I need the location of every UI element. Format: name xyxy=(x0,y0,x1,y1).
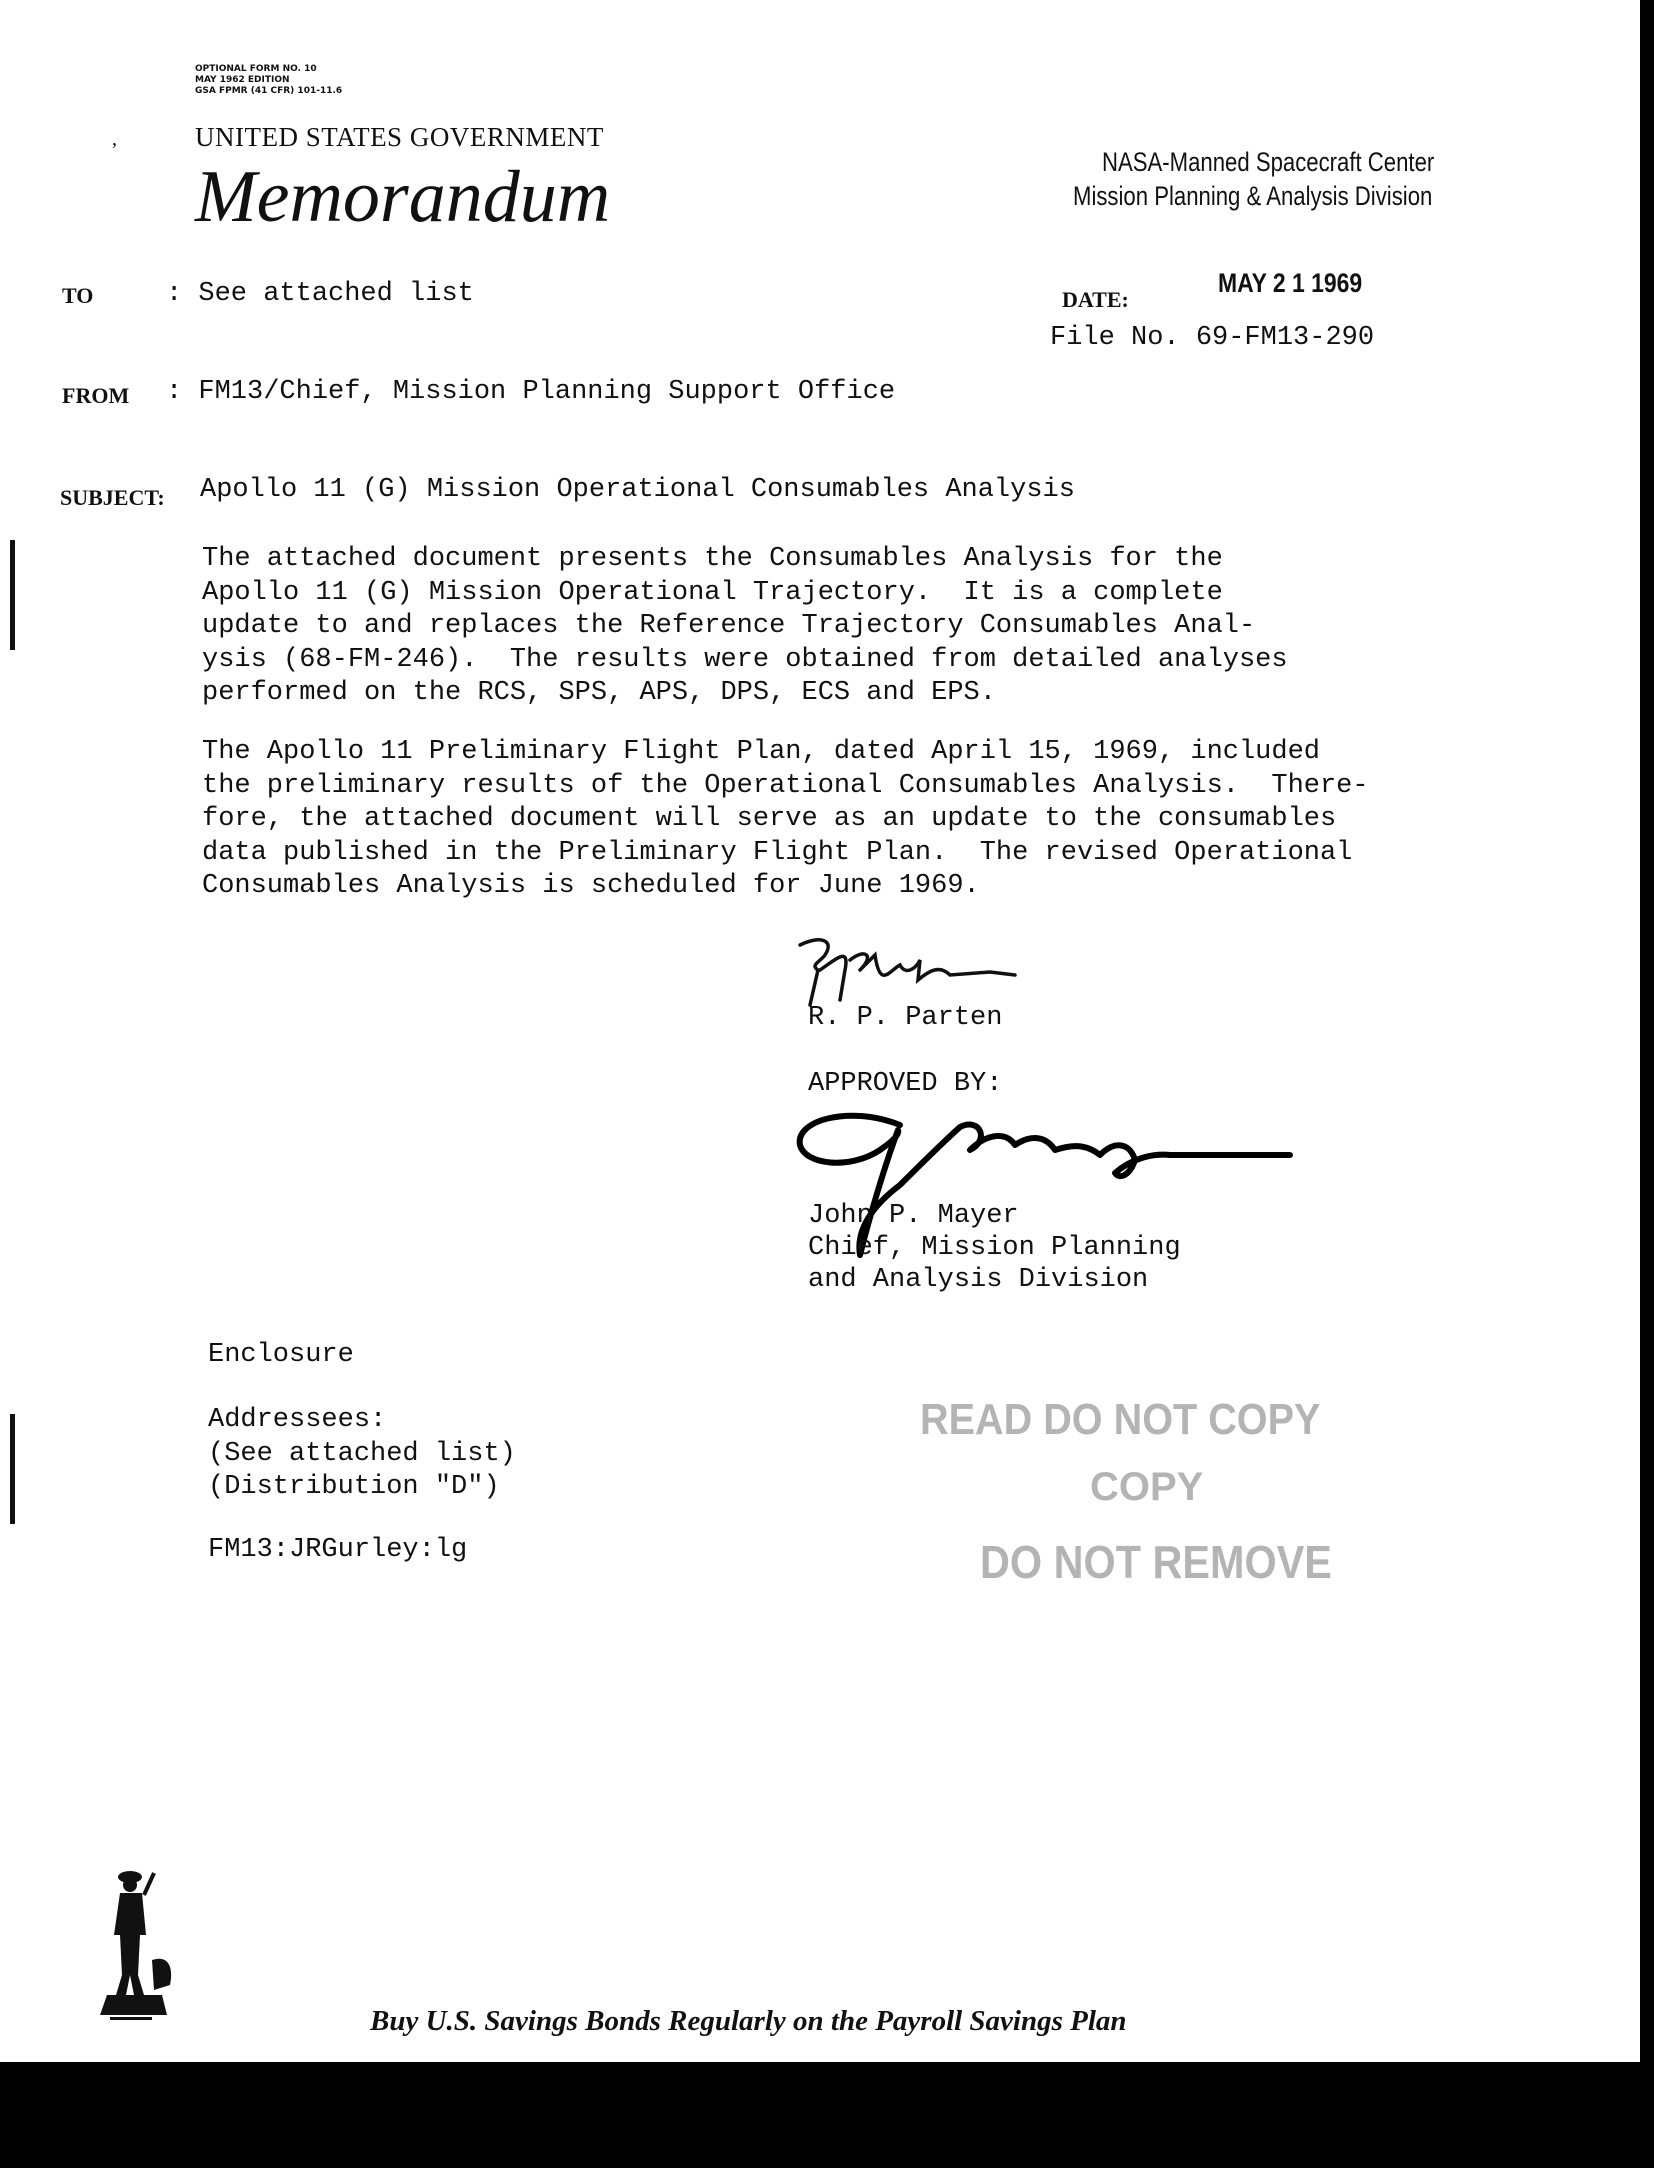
addressees-note: Addressees: (See attached list) (Distribution "D") xyxy=(208,1405,516,1502)
to-value: : See attached list xyxy=(166,279,474,309)
form-line: GSA FPMR (41 CFR) 101-11.6 xyxy=(195,86,343,96)
from-value: : FM13/Chief, Mission Planning Support Office xyxy=(166,377,896,407)
stamp-line: READ DO NOT COPY xyxy=(920,1395,1321,1444)
enclosure-note: Enclosure xyxy=(208,1340,354,1370)
scan-border-bottom xyxy=(0,2062,1654,2168)
signer-name-parten: R. P. Parten xyxy=(808,1003,1003,1033)
file-number: File No. 69-FM13-290 xyxy=(1050,323,1375,353)
margin-bar xyxy=(10,1414,15,1524)
form-line: OPTIONAL FORM NO. 10 xyxy=(195,64,317,74)
memo-title: Memorandum xyxy=(195,156,611,238)
form-number xyxy=(195,64,342,97)
approved-label: APPROVED BY: xyxy=(808,1069,1003,1099)
signer-block-mayer: John P. Mayer Chief, Mission Planning and Analysis Division xyxy=(808,1201,1181,1295)
faded-stamp xyxy=(920,1395,1370,1625)
center-name: NASA-Manned Spacecraft Center xyxy=(1102,147,1435,177)
body-paragraph-2: The Apollo 11 Preliminary Flight Plan, dated April 15, 1969, included the preliminary results of the Operational Consumables Analysis. There- fore, the attached document will serve as an update to the consumables data published in the Preliminary Flight Plan. The revised Operational Consumables Analysis is scheduled for June 1969. xyxy=(202,737,1369,901)
typist-initials: FM13:JRGurley:lg xyxy=(208,1535,468,1565)
government-heading: UNITED STATES GOVERNMENT xyxy=(195,122,604,152)
form-line: MAY 1962 EDITION xyxy=(195,75,290,85)
to-label: TO xyxy=(62,283,94,308)
date-label: DATE: xyxy=(1062,287,1129,312)
minuteman-logo xyxy=(92,1865,182,2025)
stamp-line: DO NOT REMOVE xyxy=(980,1536,1332,1588)
stamp-line: COPY xyxy=(1090,1465,1204,1509)
signature-parten xyxy=(790,930,1030,1010)
subject-label: SUBJECT: xyxy=(60,485,165,510)
division-name: Mission Planning & Analysis Division xyxy=(1073,181,1433,211)
body-paragraph-1: The attached document presents the Consumables Analysis for the Apollo 11 (G) Mission Operational Trajectory. It is a complete update to and replaces the Reference Trajectory Consumables Anal- ysis (68-FM-246). The results were obtained from detailed analyses performed on the RCS, SPS, APS, DPS, ECS and EPS. xyxy=(202,544,1288,708)
scan-border-right xyxy=(1640,0,1654,2062)
from-label: FROM xyxy=(62,383,130,408)
margin-bar xyxy=(10,540,15,650)
date-value: MAY 2 1 1969 xyxy=(1218,268,1363,298)
stray-mark: , xyxy=(112,128,117,150)
subject-value: Apollo 11 (G) Mission Operational Consumables Analysis xyxy=(200,475,1075,505)
savings-bonds-slogan: Buy U.S. Savings Bonds Regularly on the Payroll Savings Plan xyxy=(370,2005,1127,2037)
